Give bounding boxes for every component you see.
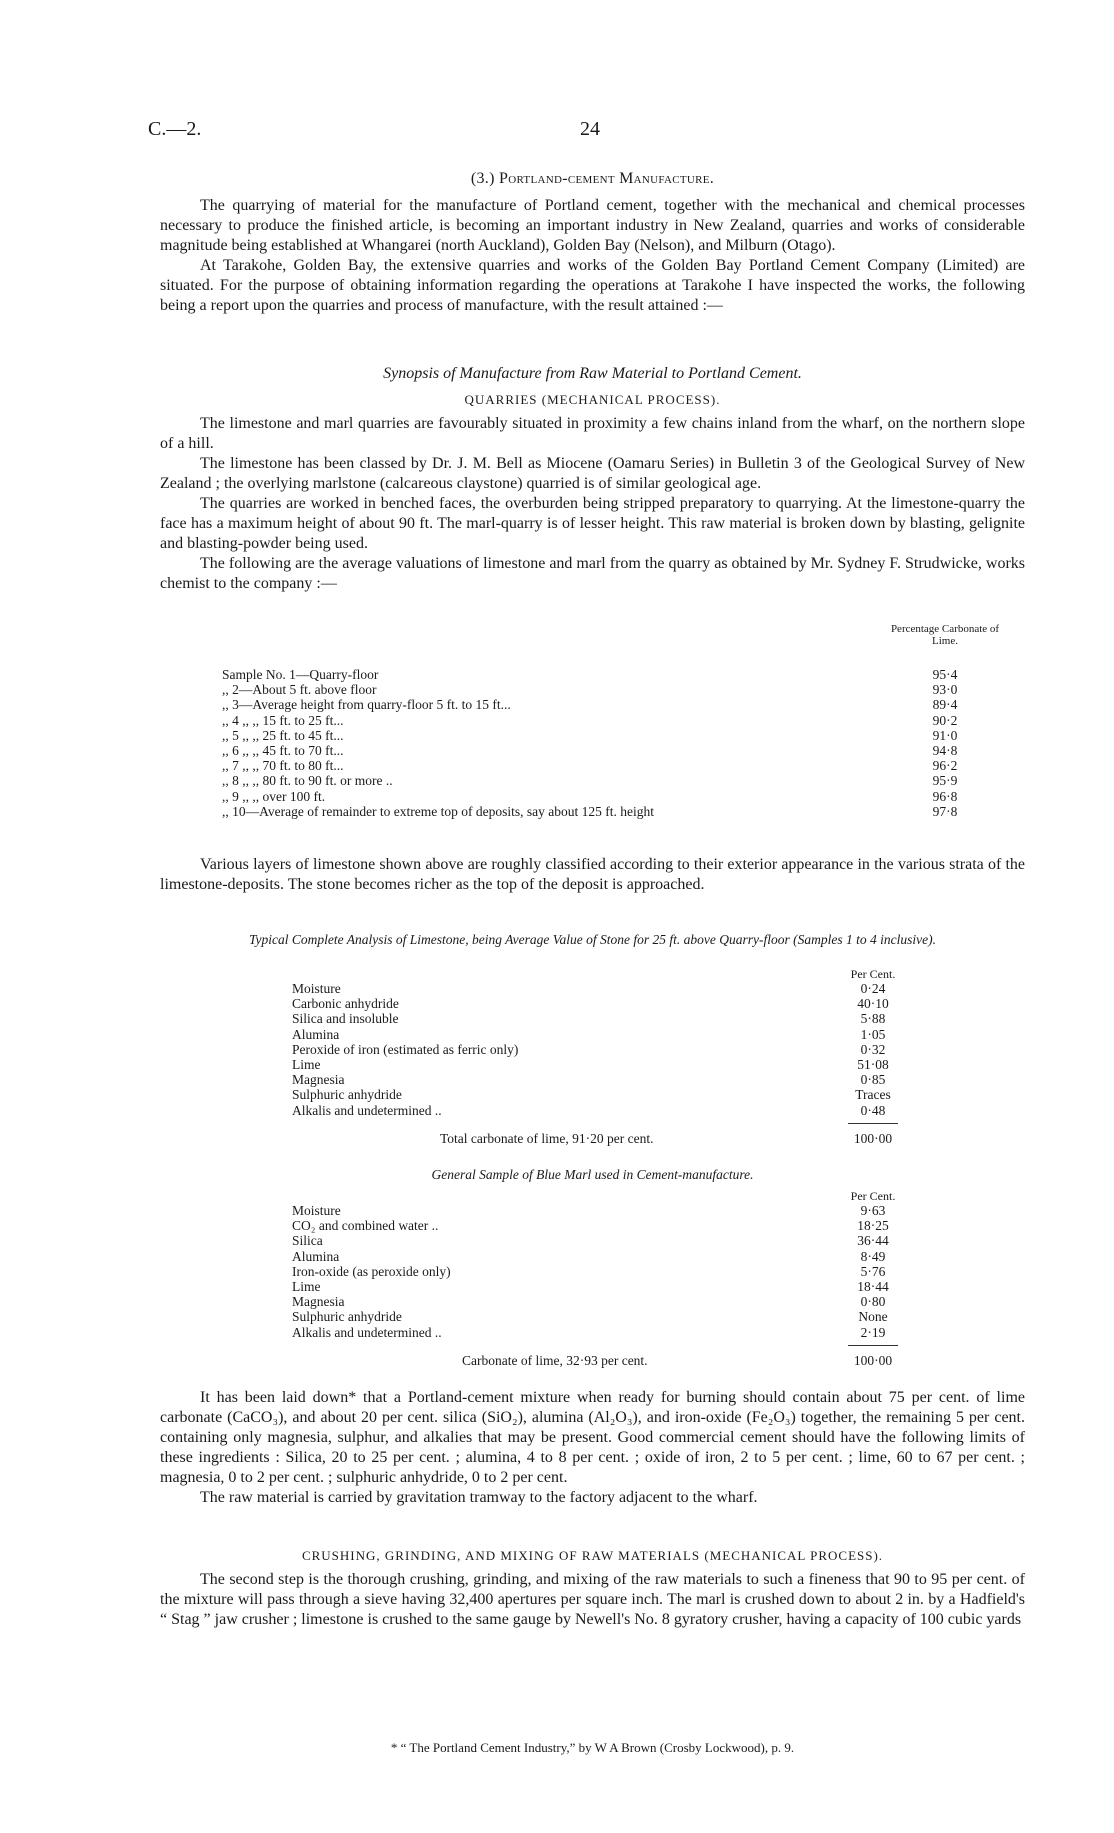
quarries-paragraph-2: The limestone has been classed by Dr. J. M. Bell as Miocene (Oamaru Series) in Bulletin 3 of the Geological Survey of New Zealand ; the overlying marlstone (calcareous claystone) quarried is of similar geological age. [160, 455, 1025, 492]
mixture-text [160, 1388, 1025, 1508]
analysis-row [292, 996, 932, 1011]
analysis-value: 0·80 [860, 1294, 886, 1310]
limestone-analysis-table [292, 981, 932, 1118]
crushing-heading: CRUSHING, GRINDING, AND MIXING OF RAW MATERIALS (MECHANICAL PROCESS). [301, 1548, 884, 1563]
sample-label: ,, 4 ,, ,, 15 ft. to 25 ft... [222, 712, 344, 728]
samples-table [222, 667, 1022, 819]
analysis-value: 2·19 [860, 1324, 886, 1340]
analysis-label: Moisture [292, 981, 341, 996]
analysis-value: 0·48 [860, 1102, 886, 1118]
sample-row [222, 713, 1022, 728]
crushing-text [160, 1570, 1025, 1630]
quarries-text [160, 414, 1025, 594]
limestone-analysis-title: Typical Complete Analysis of Limestone, being Average Value of Stone for 25 ft. above Quarry-floor (Samples 1 to 4 inclusive). [249, 932, 936, 947]
analysis-row [292, 1027, 932, 1042]
analysis-value: 1·05 [860, 1026, 886, 1042]
samples-column-header: Percentage Carbonate of Lime. [890, 623, 1000, 647]
sample-row [222, 758, 1022, 773]
limestone-total-label: Total carbonate of lime, 91·20 per cent. [440, 1131, 654, 1146]
analysis-label: Alumina [292, 1026, 340, 1042]
analysis-row [292, 1249, 932, 1264]
sample-row [222, 728, 1022, 743]
analysis-label: Silica and insoluble [292, 1011, 399, 1027]
limestone-total-value: 100·00 [853, 1131, 893, 1146]
sample-value: 95·4 [932, 667, 958, 682]
analysis-row [292, 1203, 932, 1218]
sample-value: 93·0 [932, 682, 958, 698]
limestone-total-rule [848, 1123, 898, 1124]
sample-value: 89·4 [932, 697, 958, 713]
analysis-label: Lime [292, 1056, 321, 1072]
intro-text [160, 196, 1025, 316]
sample-row [222, 682, 1022, 697]
sample-label: ,, 2—About 5 ft. above floor [222, 682, 377, 698]
analysis-value: 36·44 [857, 1233, 889, 1249]
sample-label: ,, 5 ,, ,, 25 ft. to 45 ft... [222, 727, 344, 743]
sample-label: ,, 6 ,, ,, 45 ft. to 70 ft... [222, 742, 344, 758]
analysis-row [292, 1087, 932, 1102]
sample-label: ,, 9 ,, ,, over 100 ft. [222, 788, 326, 804]
analysis-label: Iron-oxide (as peroxide only) [292, 1263, 451, 1279]
analysis-row [292, 1072, 932, 1087]
quarries-heading: QUARRIES (MECHANICAL PROCESS). [464, 392, 721, 407]
section-title: (3.) Portland-cement Manufacture. [470, 170, 715, 187]
analysis-value: 0·85 [860, 1072, 886, 1088]
sample-row [222, 743, 1022, 758]
marl-total-label: Carbonate of lime, 32·93 per cent. [462, 1353, 648, 1368]
analysis-row [292, 1042, 932, 1057]
analysis-row [292, 1264, 932, 1279]
analysis-label: Lime [292, 1278, 321, 1294]
synopsis-title: Synopsis of Manufacture from Raw Material to Portland Cement. [383, 365, 802, 382]
sample-value: 96·2 [932, 758, 958, 774]
analysis-row [292, 1233, 932, 1248]
intro-paragraph-2: At Tarakohe, Golden Bay, the extensive quarries and works of the Golden Bay Portland Cement Company (Limited) are situated. For the purpose of obtaining information regarding the operations at Tarakohe I have inspected the works, the following being a report upon the quarries and process of manufacture, with the result attained :— [160, 257, 1025, 314]
sample-label: Sample No. 1—Quarry-floor [222, 667, 379, 682]
analysis-value: 5·88 [860, 1011, 886, 1027]
mixture-paragraph-2: The raw material is carried by gravitation tramway to the factory adjacent to the wharf. [200, 1489, 758, 1506]
sample-row [222, 789, 1022, 804]
quarries-paragraph-4: The following are the average valuations of limestone and marl from the quarry as obtained by Mr. Sydney F. Strudwicke, works chemist to the company :— [160, 555, 1025, 592]
sample-value: 91·0 [932, 727, 958, 743]
analysis-value: 18·25 [857, 1218, 889, 1234]
analysis-value: 18·44 [857, 1278, 889, 1294]
sample-label: ,, 7 ,, ,, 70 ft. to 80 ft... [222, 758, 344, 774]
analysis-value: 9·63 [860, 1203, 886, 1218]
analysis-label: Magnesia [292, 1294, 345, 1310]
analysis-row [292, 1309, 932, 1324]
report-code: C.—2. [148, 118, 202, 140]
analysis-value: 5·76 [860, 1263, 886, 1279]
analysis-label: Magnesia [292, 1072, 345, 1088]
sample-value: 97·8 [932, 803, 958, 819]
sample-value: 94·8 [932, 742, 958, 758]
analysis-row [292, 1325, 932, 1340]
analysis-value: 51·08 [857, 1056, 889, 1072]
footnote: * “ The Portland Cement Industry,” by W A Brown (Crosby Lockwood), p. 9. [390, 1740, 795, 1755]
analysis-label: Alumina [292, 1248, 340, 1264]
analysis-label: CO₂ and combined water .. [292, 1218, 439, 1234]
marl-total-value: 100·00 [853, 1353, 893, 1368]
analysis-label: Sulphuric anhydride [292, 1087, 402, 1103]
analysis-row [292, 1057, 932, 1072]
analysis-row [292, 1011, 932, 1026]
analysis-label: Alkalis and undetermined .. [292, 1324, 442, 1340]
sample-value: 95·9 [932, 773, 958, 789]
sample-row [222, 773, 1022, 788]
analysis-label: Carbonic anhydride [292, 996, 399, 1012]
analysis-label: Moisture [292, 1203, 341, 1218]
sample-value: 90·2 [932, 712, 958, 728]
analysis-row [292, 1103, 932, 1118]
page-number: 24 [580, 118, 600, 140]
marl-total-rule [848, 1345, 898, 1346]
analysis-value: 8·49 [860, 1248, 886, 1264]
analysis-value: Traces [855, 1087, 891, 1103]
sample-row [222, 667, 1022, 682]
sample-label: ,, 10—Average of remainder to extreme top of deposits, say about 125 ft. height [222, 803, 655, 819]
sample-row [222, 804, 1022, 819]
layers-text [160, 855, 1025, 895]
analysis-label: Silica [292, 1233, 323, 1249]
sample-label: ,, 3—Average height from quarry-floor 5 ft. to 15 ft... [222, 697, 511, 713]
marl-column-header: Per Cent. [850, 1189, 896, 1203]
marl-analysis-title: General Sample of Blue Marl used in Cement-manufacture. [431, 1167, 754, 1182]
analysis-value: 0·24 [860, 981, 886, 996]
crushing-paragraph: The second step is the thorough crushing, grinding, and mixing of the raw materials to such a fineness that 90 to 95 per cent. of the mixture will pass through a sieve having 32,400 apertures per square inch. The marl is crushed down to about 2 in. by a Hadfield's “ Stag ” jaw crusher ; limestone is crushed to the same gauge by Newell's No. 8 gyratory crusher, having a capacity of 100 cubic yards [160, 1571, 1025, 1628]
analysis-value: None [858, 1309, 888, 1325]
analysis-label: Alkalis and undetermined .. [292, 1102, 442, 1118]
sample-label: ,, 8 ,, ,, 80 ft. to 90 ft. or more .. [222, 773, 393, 789]
mixture-paragraph-1: It has been laid down* that a Portland-cement mixture when ready for burning should contain about 75 per cent. of lime carbonate (CaCO₃), and about 20 per cent. silica (SiO₂), alumina (Al₂O₃), and iron-oxide (Fe₂O₃) together, the remaining 5 per cent. containing only magnesia, sulphur, and alkalies that may be present. Good commercial cement should have the following limits of these ingredients : Silica, 20 to 25 per cent. ; alumina, 4 to 8 per cent. ; oxide of iron, 2 to 5 per cent. ; lime, 60 to 67 per cent. ; magnesia, 0 to 2 per cent. ; sulphuric anhydride, 0 to 2 per cent. [160, 1389, 1025, 1486]
analysis-row [292, 981, 932, 996]
sample-value: 96·8 [932, 788, 958, 804]
analysis-label: Peroxide of iron (estimated as ferric only) [292, 1041, 519, 1057]
analysis-row [292, 1218, 932, 1233]
analysis-row [292, 1279, 932, 1294]
intro-paragraph-1: The quarrying of material for the manufacture of Portland cement, together with the mechanical and chemical processes necessary to produce the finished article, is becoming an important industry in New Zealand, quarries and works of considerable magnitude being established at Whangarei (north Auckland), Golden Bay (Nelson), and Milburn (Otago). [160, 197, 1025, 254]
layers-paragraph: Various layers of limestone shown above are roughly classified according to their exterior appearance in the various strata of the limestone-deposits. The stone becomes richer as the top of the deposit is approached. [160, 856, 1025, 893]
analysis-label: Sulphuric anhydride [292, 1309, 402, 1325]
analysis-value: 0·32 [860, 1041, 886, 1057]
quarries-paragraph-1: The limestone and marl quarries are favourably situated in proximity a few chains inland from the wharf, on the northern slope of a hill. [160, 415, 1025, 452]
analysis-value: 40·10 [857, 996, 889, 1012]
limestone-column-header: Per Cent. [850, 967, 896, 981]
quarries-paragraph-3: The quarries are worked in benched faces, the overburden being stripped preparatory to quarrying. At the limestone-quarry the face has a maximum height of about 90 ft. The marl-quarry is of lesser height. This raw material is broken down by blasting, gelignite and blasting-powder being used. [160, 495, 1025, 552]
sample-row [222, 697, 1022, 712]
analysis-row [292, 1294, 932, 1309]
marl-analysis-table [292, 1203, 932, 1340]
